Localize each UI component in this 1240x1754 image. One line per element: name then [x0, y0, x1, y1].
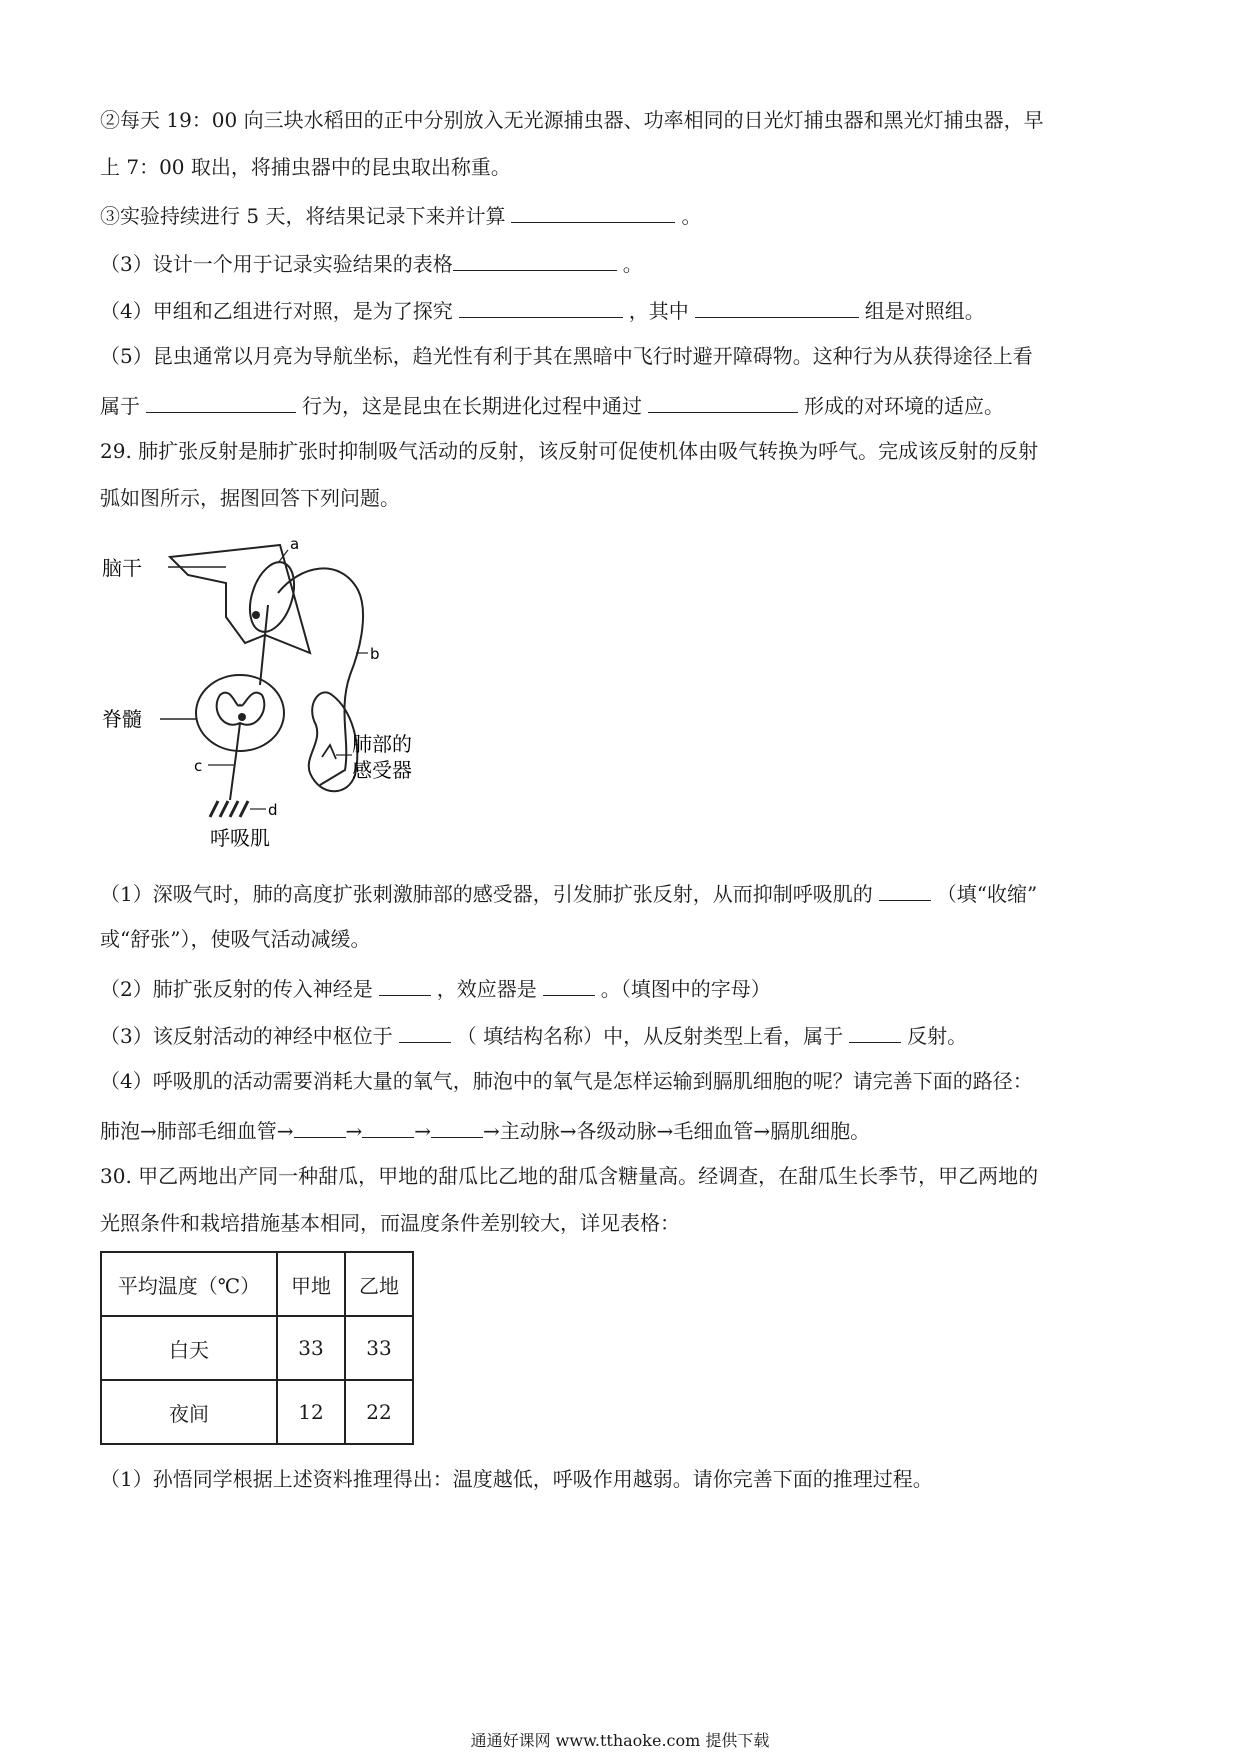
q29-part3-blank1[interactable]	[399, 1020, 451, 1043]
q28-part5-blank2[interactable]	[648, 390, 798, 413]
synapse-dot-2	[238, 713, 246, 721]
table-header-cell: 乙地	[345, 1252, 413, 1316]
synapse-dot-1	[252, 611, 260, 619]
q29-part4-line1: （4）呼吸肌的活动需要消耗大量的氧气，肺泡中的氧气是怎样运输到膈肌细胞的呢？请完善下面的路径：	[100, 1069, 1033, 1093]
label-a-leader	[278, 550, 288, 563]
efferent-nerve-c	[230, 723, 240, 800]
q29-stem-line1: 29. 肺扩张反射是肺扩张时抑制吸气活动的反射，该反射可促使机体由吸气转换为呼气。完成该反射的反射	[100, 439, 1039, 463]
q28-part5-line2	[100, 390, 1004, 420]
respiratory-muscle-label: 呼吸肌	[210, 826, 270, 850]
brainstem-outline	[170, 545, 310, 653]
q29-part2-text-a: （2）肺扩张反射的传入神经是	[100, 977, 373, 1001]
q30-part1: （1）孙悟同学根据上述资料推理得出：温度越低，呼吸作用越弱。请你完善下面的推理过程。	[100, 1467, 933, 1491]
q28-part3-blank[interactable]	[453, 248, 617, 271]
table-header-cell: 甲地	[277, 1252, 345, 1316]
q28-part5-text-b: 行为，这是昆虫在长期进化过程中通过	[302, 394, 642, 418]
q28-step2-line2: 上 7：00 取出，将捕虫器中的昆虫取出称重。	[100, 155, 511, 179]
q28-part4-blank1[interactable]	[459, 295, 623, 318]
q28-part3-end: 。	[622, 252, 643, 276]
q28-step3	[100, 200, 701, 230]
q28-part4-text: （4）甲组和乙组进行对照，是为了探究	[100, 299, 453, 323]
reflex-arc-diagram	[100, 535, 480, 855]
spinal-cord-outer	[196, 675, 284, 751]
q28-step3-text: ③实验持续进行 5 天，将结果记录下来并计算	[100, 204, 506, 228]
q30-stem-line2: 光照条件和栽培措施基本相同，而温度条件差别较大，详见表格：	[100, 1211, 680, 1235]
brainstem-label: 脑干	[102, 556, 142, 580]
q29-part3	[100, 1020, 967, 1050]
q28-part5-blank1[interactable]	[146, 390, 296, 413]
q29-part3-text-b: （ 填结构名称）中，从反射类型上看，属于	[456, 1024, 844, 1048]
q28-step2-line1: ②每天 19：00 向三块水稻田的正中分别放入无光源捕虫器、功率相同的日光灯捕虫器和黑光灯捕虫器，早	[100, 108, 1044, 132]
table-cell: 白天	[101, 1316, 277, 1380]
label-c: c	[194, 757, 203, 775]
q28-step3-blank[interactable]	[511, 200, 675, 223]
table-cell: 12	[277, 1380, 345, 1444]
q29-part4-blank2[interactable]	[362, 1115, 414, 1138]
q29-part1-blank[interactable]	[879, 878, 931, 901]
q29-part1-line1	[100, 878, 1037, 908]
q29-part2-blank2[interactable]	[543, 973, 595, 996]
q28-part5-text-c: 形成的对环境的适应。	[804, 394, 1004, 418]
table-cell: 夜间	[101, 1380, 277, 1444]
q28-part5-line1: （5）昆虫通常以月亮为导航坐标，趋光性有利于其在黑暗中飞行时避开障碍物。这种行为从获得途径上看	[100, 344, 1033, 368]
q29-part3-text-c: 反射。	[907, 1024, 968, 1048]
q29-part4-arrow1: →	[345, 1119, 363, 1143]
q29-part1-hint: （填“收缩”	[936, 882, 1038, 906]
q29-part4-arrow2: →	[414, 1119, 432, 1143]
q29-part4-blank1[interactable]	[294, 1115, 346, 1138]
table-row	[101, 1316, 413, 1380]
lung-receptor-label-line2: 感受器	[352, 758, 412, 782]
spinal-cord-label: 脊髓	[102, 707, 142, 731]
table-header-cell: 平均温度（℃）	[101, 1252, 277, 1316]
table-cell: 33	[277, 1316, 345, 1380]
label-a: a	[290, 535, 300, 553]
q29-part2-blank1[interactable]	[379, 973, 431, 996]
descending-neuron	[260, 605, 268, 685]
respiratory-muscle-hatch	[210, 801, 248, 817]
table-cell: 33	[345, 1316, 413, 1380]
q29-part3-text-a: （3）该反射活动的神经中枢位于	[100, 1024, 393, 1048]
q29-part3-blank2[interactable]	[849, 1020, 901, 1043]
q28-part3	[100, 248, 643, 278]
label-d: d	[268, 801, 278, 819]
q29-part4-text-b: →主动脉→各级动脉→毛细血管→膈肌细胞。	[483, 1119, 871, 1143]
brainstem-nucleus	[242, 557, 302, 638]
q29-part1-line2: 或“舒张”），使吸气活动减缓。	[100, 927, 371, 951]
q29-stem-line2: 弧如图所示，据图回答下列问题。	[100, 486, 400, 510]
q29-part4-line2	[100, 1115, 870, 1145]
q29-part4-blank3[interactable]	[431, 1115, 483, 1138]
q28-part4-end: 组是对照组。	[864, 299, 985, 323]
table-header-row	[101, 1252, 413, 1316]
table-cell: 22	[345, 1380, 413, 1444]
lung-receptor	[322, 745, 336, 759]
q28-part5-text-a: 属于	[100, 394, 140, 418]
q29-part2	[100, 973, 771, 1003]
q28-step3-end: 。	[681, 204, 702, 228]
temperature-table	[100, 1251, 414, 1445]
page-footer: 通通好课网 www.tthaoke.com 提供下载	[470, 1731, 770, 1750]
lung-receptor-label-line1: 肺部的	[352, 732, 412, 756]
label-b: b	[370, 645, 380, 663]
q28-part4-mid: ，其中	[628, 299, 689, 323]
q28-part3-text: （3）设计一个用于记录实验结果的表格	[100, 252, 453, 276]
q28-part4-blank2[interactable]	[695, 295, 859, 318]
q30-stem-line1: 30. 甲乙两地出产同一种甜瓜，甲地的甜瓜比乙地的甜瓜含糖量高。经调查，在甜瓜生长季节，甲乙两地的	[100, 1164, 1039, 1188]
q29-part4-text-a: 肺泡→肺部毛细血管→	[100, 1119, 294, 1143]
q28-part4	[100, 295, 985, 325]
q29-part1-text: （1）深吸气时，肺的高度扩张刺激肺部的感受器，引发肺扩张反射，从而抑制呼吸肌的	[100, 882, 873, 906]
table-row	[101, 1380, 413, 1444]
q29-part2-text-c: 。（填图中的字母）	[600, 977, 771, 1001]
q29-part2-text-b: ，效应器是	[436, 977, 537, 1001]
